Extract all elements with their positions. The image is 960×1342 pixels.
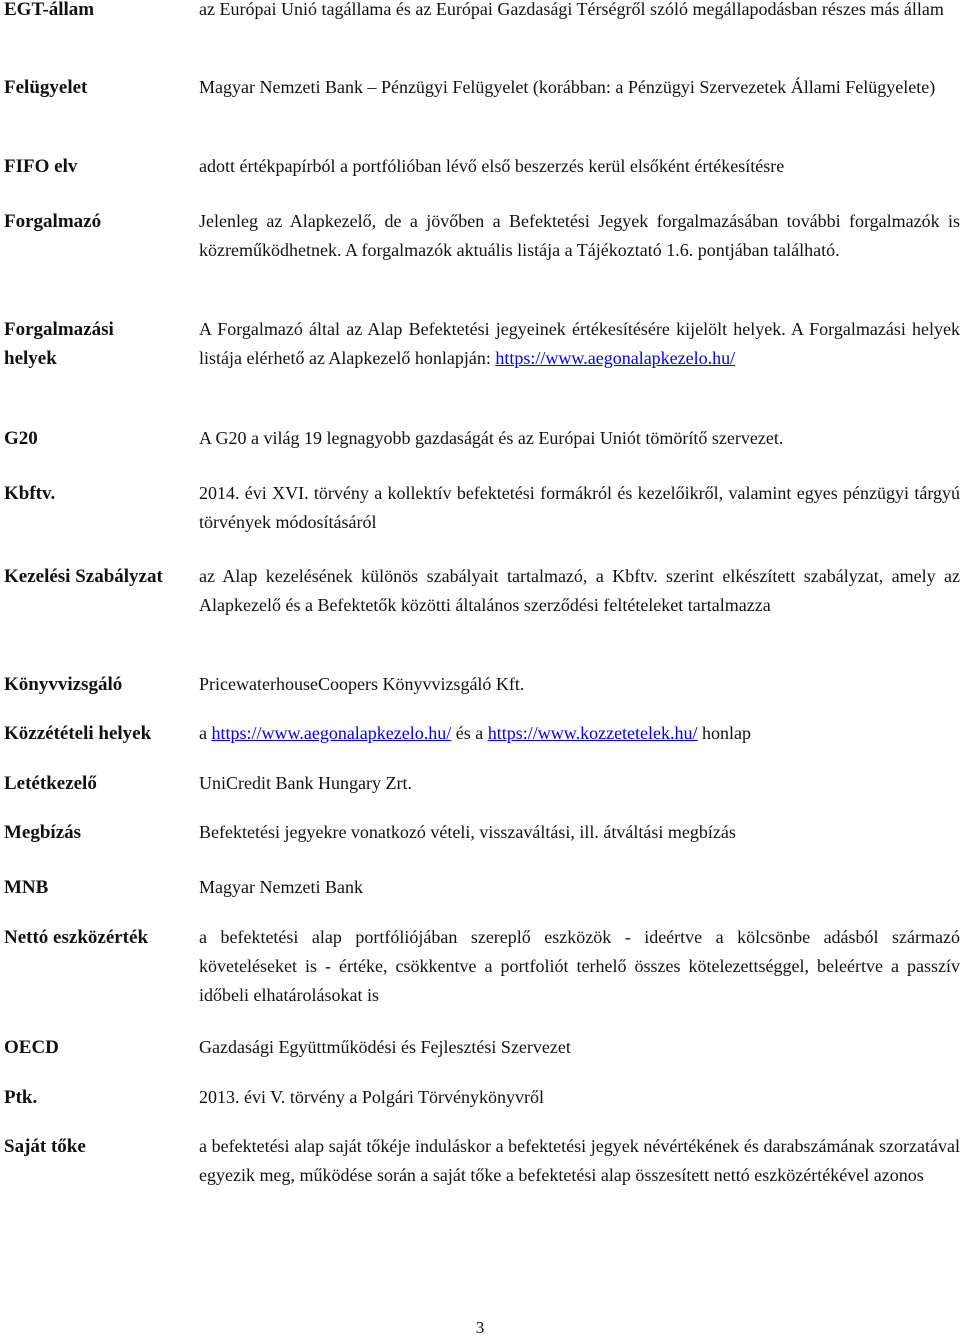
prefix-text: a [199, 723, 207, 743]
definition-kbftv: 2014. évi XVI. törvény a kollektív befektetési formákról és kezelőikről, valamint egyes pénzügyi tárgyú törvények módosításáról [199, 483, 960, 532]
definition-mnb: Magyar Nemzeti Bank [199, 877, 363, 897]
definition-ptk: 2013. évi V. törvény a Polgári Törvénykönyvről [199, 1087, 544, 1107]
definition-letetkezelo: UniCredit Bank Hungary Zrt. [199, 773, 412, 793]
definition-fifo: adott értékpapírból a portfólióban lévő első beszerzés kerül elsőként értékesítésre [199, 156, 785, 176]
term-forgalmazo: Forgalmazó [4, 211, 102, 232]
aegon-website-link[interactable]: https://www.aegonalapkezelo.hu/ [495, 348, 736, 368]
definition-oecd: Gazdasági Együttműködési és Fejlesztési Szervezet [199, 1037, 571, 1057]
term-kezelesi-szabalyzat: Kezelési Szabályzat [4, 566, 163, 587]
definition-forgalmazasi-helyek [199, 315, 960, 373]
aegon-website-link[interactable]: https://www.aegonalapkezelo.hu/ [211, 723, 452, 743]
term-kbftv: Kbftv. [4, 483, 56, 504]
definition-felugyelet: Magyar Nemzeti Bank – Pénzügyi Felügyelet (korábban: a Pénzügyi Szervezetek Állami Felügyelete) [199, 77, 936, 97]
definition-egt-allam: az Európai Unió tagállama és az Európai Gazdasági Térségről szóló megállapodásban részes más állam [199, 0, 944, 19]
term-egt-allam: EGT-állam [4, 0, 95, 20]
term-letetkezelo: Letétkezelő [4, 773, 97, 794]
term-mnb: MNB [4, 877, 49, 898]
definition-g20: A G20 a világ 19 legnagyobb gazdaságát és az Európai Uniót tömörítő szervezet. [199, 428, 784, 448]
term-felugyelet: Felügyelet [4, 77, 88, 98]
term-sajat-toke: Saját tőke [4, 1136, 86, 1157]
term-netto-eszkozertek: Nettó eszközérték [4, 927, 149, 948]
definition-netto-eszkozertek: a befektetési alap portfóliójában szereplő eszközök - ideértve a kölcsönbe adásból származó követeléseket is - értéke, csökkentve a portfoliót terhelő összes kötelezettséggel, beleértve a passzív időbeli elhatárolásokat is [199, 927, 960, 1005]
definition-konyvvizsgalo: PricewaterhouseCoopers Könyvvizsgáló Kft. [199, 674, 525, 694]
term-fifo: FIFO elv [4, 156, 78, 177]
definition-forgalmazo: Jelenleg az Alapkezelő, de a jövőben a Befektetési Jegyek forgalmazásában további forgalmazók is közreműködhetnek. A forgalmazók aktuális listája a Tájékoztató 1.6. pontjában található. [199, 211, 960, 260]
definition-text: A Forgalmazó által az Alap Befektetési jegyeinek értékesítésére kijelölt helyek. A Forgalmazási helyek listája elérhető az Alapkezelő honlapján: [199, 319, 960, 368]
definition-kezelesi-szabalyzat: az Alap kezelésének különös szabályait tartalmazó, a Kbftv. szerint elkészített szabályzat, amely az Alapkezelő és a Befektetők közötti általános szerződési feltételeket tartalmazza [199, 566, 960, 615]
term-kozzeteteli-helyek: Közzétételi helyek [4, 723, 152, 744]
kozzetetelek-website-link[interactable]: https://www.kozzetetelek.hu/ [487, 723, 698, 743]
term-konyvvizsgalo: Könyvvizsgáló [4, 674, 123, 695]
term-forgalmazasi-helyek: Forgalmazási helyek [4, 319, 114, 369]
suffix-text: honlap [702, 723, 752, 743]
definition-sajat-toke: a befektetési alap saját tőkéje induláskor a befektetési jegyek névértékének és darabszámának szorzatával egyezik meg, működése során a saját tőke a befektetési alap összesített nettó eszközértékével azonos [199, 1136, 960, 1185]
term-ptk: Ptk. [4, 1087, 38, 1108]
term-oecd: OECD [4, 1037, 59, 1058]
definition-kozzeteteli-helyek [199, 719, 960, 748]
term-g20: G20 [4, 428, 38, 449]
page-number: 3 [475, 1318, 485, 1337]
middle-text: és a [455, 723, 484, 743]
definition-megbizas: Befektetési jegyekre vonatkozó vételi, visszaváltási, ill. átváltási megbízás [199, 822, 736, 842]
term-megbizas: Megbízás [4, 822, 82, 843]
